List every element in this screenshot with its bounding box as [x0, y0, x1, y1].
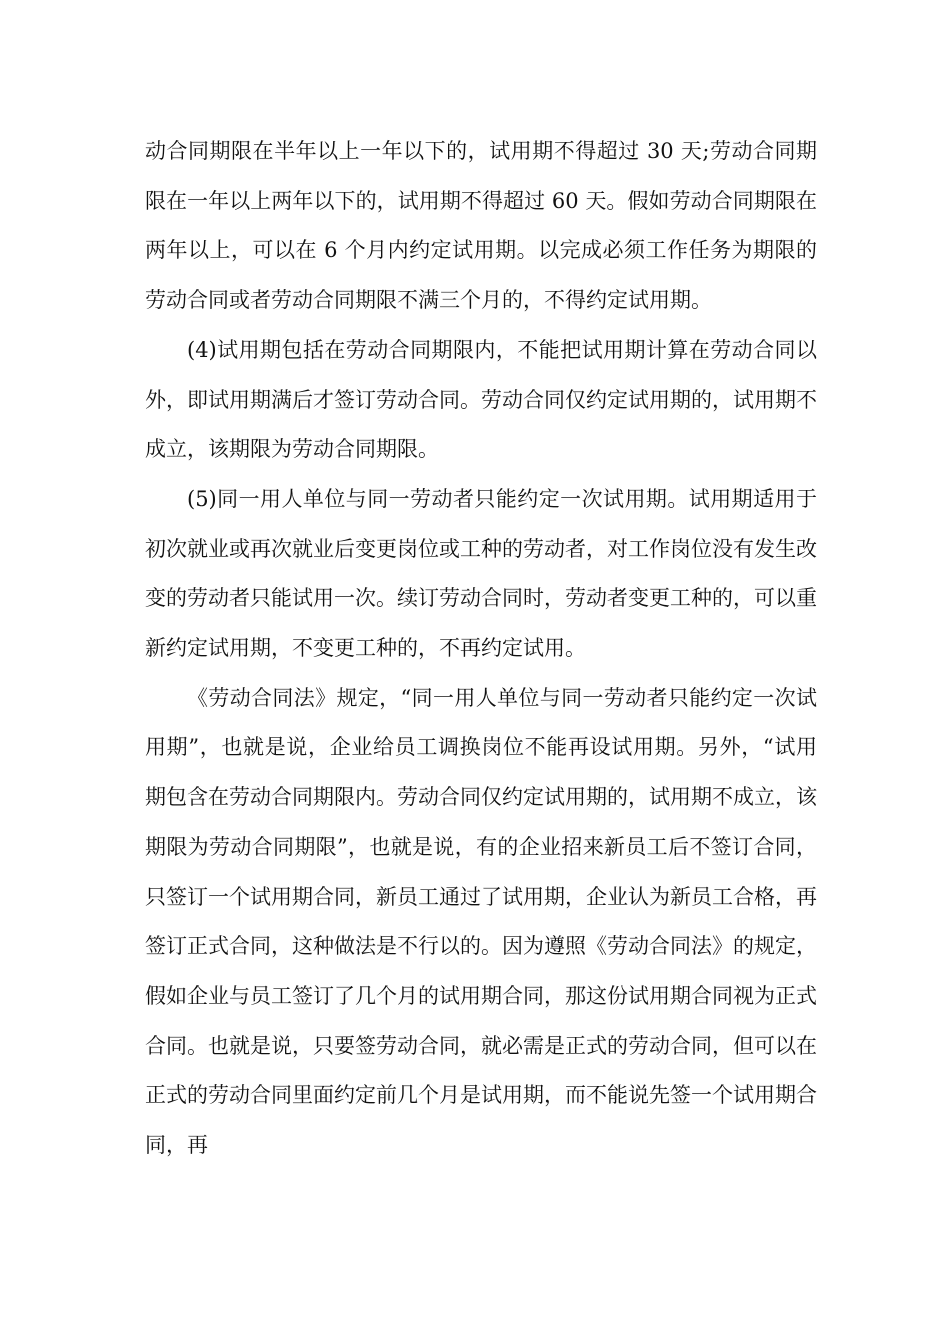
paragraph-4: 《劳动合同法》规定，“同一用人单位与同一劳动者只能约定一次试用期”，也就是说，企业给员工调换岗位不能再设试用期。另外，“试用期包含在劳动合同期限内。劳动合同仅约定试用期的，试用期不成立，该期限为劳动合同期限”，也就是说，有的企业招来新员工后不签订合同，只签订一个试用期合同，新员工通过了试用期，企业认为新员工合格，再签订正式合同，这种做法是不行以的。因为遵照《劳动合同法》的规定，假如企业与员工签订了几个月的试用期合同，那这份试用期合同视为正式合同。也就是说，只要签劳动合同，就必需是正式的劳动合同，但可以在正式的劳动合同里面约定前几个月是试用期，而不能说先签一个试用期合同，再: [145, 685, 817, 1158]
paragraph-3: (5)同一用人单位与同一劳动者只能约定一次试用期。试用期适用于初次就业或再次就业后变更岗位或工种的劳动者，对工作岗位没有发生改变的劳动者只能试用一次。续订劳动合同时，劳动者变更工种的，可以重新约定试用期，不变更工种的，不再约定试用。: [145, 486, 817, 661]
document-body: [145, 127, 817, 1171]
paragraph-1: 动合同期限在半年以上一年以下的，试用期不得超过 30 天;劳动合同期限在一年以上两年以下的，试用期不得超过 60 天。假如劳动合同期限在两年以上，可以在 6 个月内约定试用期。以完成必须工作任务为期限的劳动合同或者劳动合同期限不满三个月的，不得约定试用期。: [145, 139, 817, 313]
paragraph-2: (4)试用期包括在劳动合同期限内，不能把试用期计算在劳动合同以外，即试用期满后才签订劳动合同。劳动合同仅约定试用期的，试用期不成立，该期限为劳动合同期限。: [145, 337, 817, 462]
